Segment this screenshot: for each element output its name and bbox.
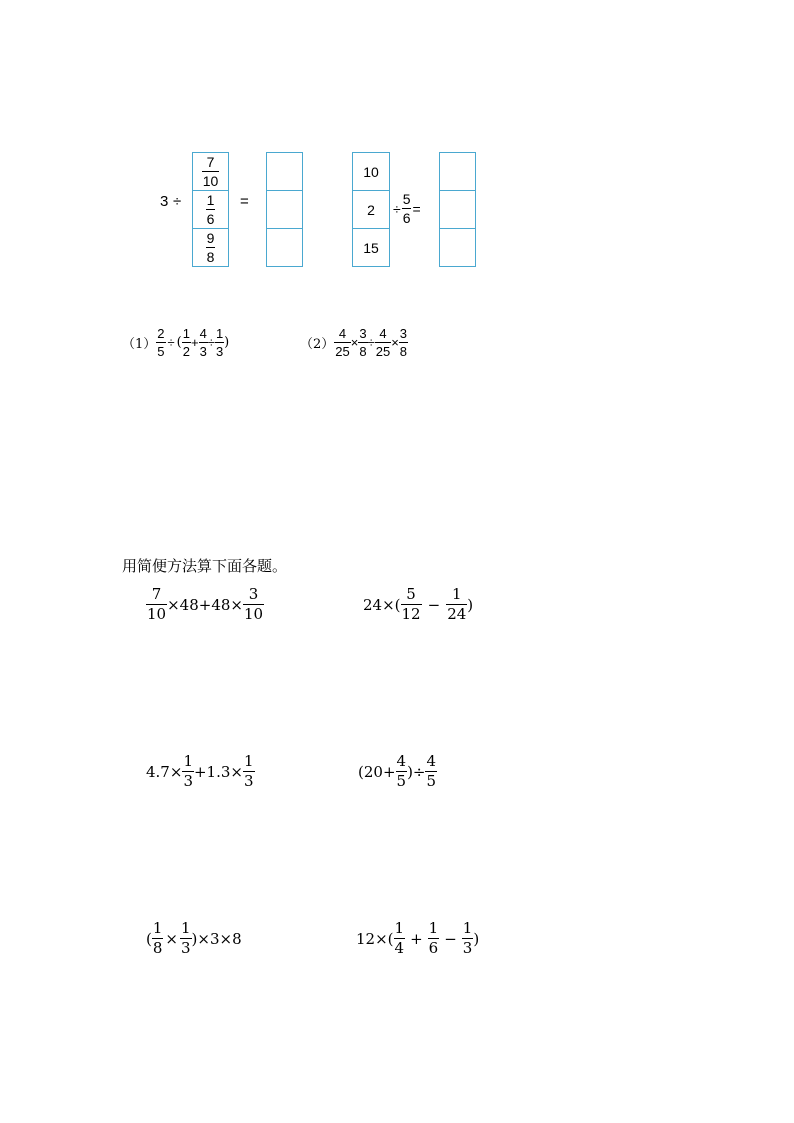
numerator: 3 <box>359 326 367 341</box>
numerator: 1 <box>451 585 462 603</box>
fraction <box>446 587 467 622</box>
dividend: 3 <box>160 193 169 210</box>
answer-box[interactable] <box>440 153 475 191</box>
numerator: 4 <box>379 326 387 341</box>
numerator: 1 <box>462 919 473 937</box>
numerator: 1 <box>152 919 163 937</box>
operator-text: ×48+48× <box>167 595 243 614</box>
numerator: 3 <box>399 326 408 341</box>
denominator: 6 <box>428 939 439 957</box>
denominator: 4 <box>394 939 405 957</box>
exercise-1 <box>146 587 264 622</box>
operator-text: ) <box>473 929 480 948</box>
divisor-cell <box>193 229 228 266</box>
numerator: 5 <box>406 585 416 603</box>
fraction <box>199 327 208 358</box>
division-sign: ÷ <box>173 193 182 210</box>
fraction <box>375 327 391 358</box>
operator-text: ) <box>467 595 474 614</box>
denominator: 8 <box>359 344 367 359</box>
operator-text: − <box>427 595 441 614</box>
numerator: 9 <box>206 230 215 246</box>
numerator: 1 <box>215 326 224 341</box>
fraction <box>399 327 408 358</box>
fraction <box>396 754 408 789</box>
operator-text: ÷ <box>393 200 401 217</box>
denominator: 6 <box>206 211 215 227</box>
denominator: 10 <box>202 173 219 189</box>
problem-1 <box>122 327 229 358</box>
exercise-5 <box>146 921 242 956</box>
fraction <box>206 193 216 226</box>
divisor-cell <box>193 191 228 229</box>
operator-text: （1） <box>122 337 157 352</box>
fraction <box>152 921 164 956</box>
numerator: 1 <box>394 919 405 937</box>
exercise-6 <box>356 921 479 956</box>
numerator: 3 <box>248 585 259 603</box>
denominator: 6 <box>402 210 411 226</box>
denominator: 3 <box>243 772 254 790</box>
divisor-column <box>192 152 229 267</box>
operator-text: （2） <box>300 337 335 352</box>
operator-text: 24×( <box>363 595 401 614</box>
denominator: 5 <box>157 344 165 359</box>
fraction <box>146 587 167 622</box>
operator-text: = <box>412 200 421 217</box>
denominator: 3 <box>462 939 473 957</box>
operator-text: ( <box>176 335 182 350</box>
denominator: 10 <box>243 605 264 623</box>
denominator: 8 <box>399 344 408 359</box>
denominator: 3 <box>215 344 224 359</box>
fraction <box>401 587 422 622</box>
equals-sign: = <box>240 193 249 210</box>
numerator: 4 <box>338 326 347 341</box>
numerator: 7 <box>151 585 162 603</box>
operator-text: 4.7× <box>146 762 183 781</box>
denominator: 12 <box>401 605 421 623</box>
fraction <box>425 754 437 789</box>
exercise-4 <box>358 754 437 789</box>
fraction <box>462 921 474 956</box>
operator-text: (20+ <box>358 762 396 781</box>
numerator: 1 <box>428 919 439 937</box>
answer-box[interactable] <box>440 229 475 266</box>
fraction <box>182 327 191 358</box>
divisor-cell <box>193 153 228 191</box>
numerator: 5 <box>402 191 411 207</box>
operator-text: 12×( <box>356 929 394 948</box>
fraction <box>202 155 220 188</box>
exercise-3 <box>146 754 255 789</box>
dividend-cell: 15 <box>363 239 379 256</box>
fraction <box>428 921 440 956</box>
dividend-column <box>352 152 390 267</box>
denominator: 5 <box>426 772 437 790</box>
fraction <box>402 192 412 225</box>
denominator: 2 <box>182 344 190 359</box>
operator-text: +1.3× <box>193 762 243 781</box>
denominator: 5 <box>396 772 407 790</box>
fraction <box>394 921 406 956</box>
dividend-cell: 2 <box>353 191 389 229</box>
exercise-2 <box>363 587 473 622</box>
numerator: 7 <box>206 154 215 170</box>
numerator: 2 <box>157 326 165 341</box>
denominator: 24 <box>447 605 467 623</box>
numerator: 4 <box>426 752 437 770</box>
fraction <box>334 327 350 358</box>
numerator: 1 <box>180 919 191 937</box>
fraction <box>180 921 192 956</box>
operator-text: ) <box>224 335 230 350</box>
numerator: 1 <box>183 752 193 770</box>
numerator: 4 <box>396 752 407 770</box>
operator-text: )÷ <box>407 762 426 781</box>
operator-text: × <box>350 335 359 350</box>
fraction <box>243 754 255 789</box>
answer-column-right <box>439 152 476 267</box>
numerator: 1 <box>243 752 254 770</box>
dividend-cell: 10 <box>353 153 389 191</box>
operator-text: × <box>391 335 399 350</box>
answer-box[interactable] <box>267 191 302 229</box>
denominator: 3 <box>199 344 207 359</box>
denominator: 8 <box>152 939 163 957</box>
denominator: 25 <box>375 344 391 359</box>
fraction <box>358 327 367 358</box>
denominator: 3 <box>183 772 193 790</box>
numerator: 1 <box>182 326 190 341</box>
denominator: 8 <box>206 249 215 265</box>
operator-text: + <box>410 929 423 948</box>
operator-text: − <box>444 929 457 948</box>
denominator: 10 <box>147 605 167 623</box>
fraction <box>206 231 216 264</box>
fraction <box>243 587 264 622</box>
denominator: 3 <box>180 939 191 957</box>
operator-text: )×3×8 <box>191 929 242 948</box>
right-operator <box>393 192 421 225</box>
operator-text: × <box>165 929 178 948</box>
denominator: 25 <box>335 344 350 359</box>
fraction <box>156 327 165 358</box>
section-title: 用简便方法算下面各题。 <box>122 557 288 575</box>
answer-box[interactable] <box>440 191 475 229</box>
operator-text: ( <box>146 929 152 948</box>
fraction <box>182 754 194 789</box>
problem-2 <box>300 327 408 358</box>
answer-box[interactable] <box>267 153 302 191</box>
answer-column-left <box>266 152 303 267</box>
operator-text: ÷ <box>167 335 175 350</box>
answer-box[interactable] <box>267 229 302 266</box>
operator-text: ÷ <box>367 335 375 350</box>
operator-text: ÷ <box>207 335 215 350</box>
fraction <box>215 327 224 358</box>
operator-text: + <box>190 335 199 350</box>
numerator: 1 <box>206 192 215 208</box>
numerator: 4 <box>199 326 207 341</box>
